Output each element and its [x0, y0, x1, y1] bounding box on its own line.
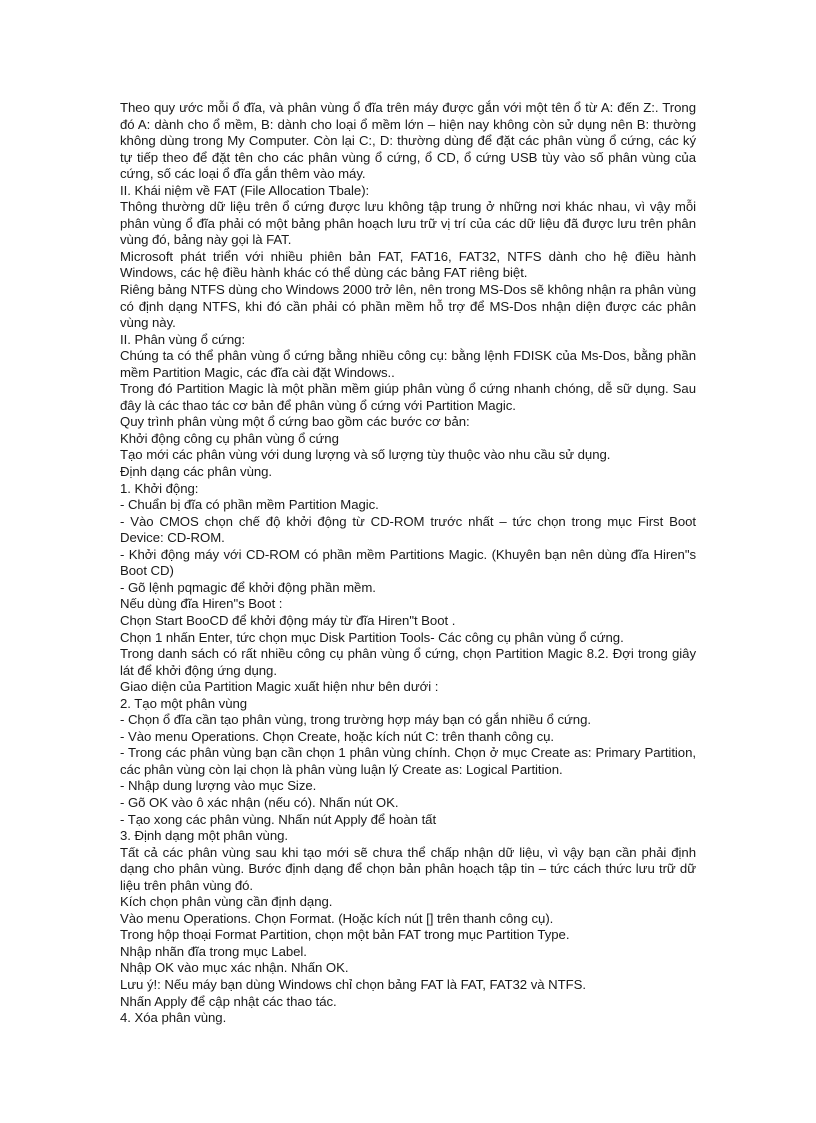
paragraph: Theo quy ước mỗi ổ đĩa, và phân vùng ổ đĩa trên máy được gắn với một tên ổ từ A: đến Z:. Trong đó A: dành cho ổ mềm, B: dành cho loại ổ mềm lớn – hiện nay không còn sử dụng nên B: thường không dùng trong My Computer. Còn lại C:, D: thường dùng để đặt các phân vùng ổ cứng, các ký tự tiếp theo để đặt tên cho các phân vùng ổ cứng, ổ CD, ổ cứng USB tùy vào số phân vùng của cứng, số các loại ổ đĩa gắn thêm vào máy. — [120, 100, 696, 182]
paragraph: Tất cả các phân vùng sau khi tạo mới sẽ chưa thể chấp nhận dữ liệu, vì vậy bạn cần phải định dạng cho phân vùng. Bước định dạng để chọn bản phân hoạch tập tin – tức cách thức lưu trữ dữ liệu trên phân vùng đó. — [120, 844, 696, 893]
section-heading: II. Phân vùng ổ cứng: — [120, 331, 246, 347]
paragraph: Khởi động công cụ phân vùng ổ cứng — [120, 430, 339, 446]
paragraph: Vào menu Operations. Chọn Format. (Hoặc kích nút [] trên thanh công cụ). — [120, 910, 554, 926]
paragraph: Chọn 1 nhấn Enter, tức chọn mục Disk Partition Tools- Các công cụ phân vùng ổ cứng. — [120, 629, 624, 645]
paragraph: Riêng bảng NTFS dùng cho Windows 2000 trở lên, nên trong MS-Dos sẽ không nhận ra phân vùng có định dạng NTFS, khi đó cần phải có phần mềm hỗ trợ để MS-Dos nhận diện được các phân vùng này. — [120, 282, 696, 331]
paragraph: Nhập OK vào mục xác nhận. Nhấn OK. — [120, 960, 349, 976]
paragraph: Chọn Start BooCD để khởi động máy từ đĩa Hiren"t Boot . — [120, 612, 456, 628]
paragraph: Trong hộp thoại Format Partition, chọn một bản FAT trong mục Partition Type. — [120, 927, 570, 943]
list-item: - Nhập dung lượng vào mục Size. — [120, 778, 317, 794]
paragraph: Thông thường dữ liệu trên ổ cứng được lưu không tập trung ở những nơi khác nhau, vì vậy mỗi phân vùng ổ đĩa phải có một bảng phân hoạch lưu trữ vị trí của các dữ liệu đã được lưu trên phân vùng đó, bảng này gọi là FAT. — [120, 199, 696, 248]
paragraph: Nếu dùng đĩa Hiren"s Boot : — [120, 596, 283, 612]
section-heading: 4. Xóa phân vùng. — [120, 1010, 227, 1026]
paragraph: Giao diện của Partition Magic xuất hiện như bên dưới : — [120, 679, 439, 695]
list-item: - Chuẩn bị đĩa có phần mềm Partition Magic. — [120, 497, 379, 513]
list-item: - Khởi động máy với CD-ROM có phần mềm Partitions Magic. (Khuyên bạn nên dùng đĩa Hiren"s Boot CD) — [120, 546, 696, 579]
section-heading: II. Khái niệm về FAT (File Allocation Tbale): — [120, 182, 370, 198]
section-heading: 3. Định dạng một phân vùng. — [120, 828, 289, 844]
list-item: - Vào menu Operations. Chọn Create, hoặc kích nút C: trên thanh công cụ. — [120, 728, 555, 744]
list-item: - Chọn ổ đĩa cần tạo phân vùng, trong trường hợp máy bạn có gắn nhiều ổ cứng. — [120, 712, 591, 728]
note: Lưu ý!: Nếu máy bạn dùng Windows chỉ chọn bảng FAT là FAT, FAT32 và NTFS. — [120, 976, 586, 992]
paragraph: Định dạng các phân vùng. — [120, 464, 273, 480]
paragraph: Trong danh sách có rất nhiều công cụ phân vùng ổ cứng, chọn Partition Magic 8.2. Đợi trong giây lát để khởi động ứng dụng. — [120, 646, 696, 678]
paragraph: Trong đó Partition Magic là một phần mềm giúp phân vùng ổ cứng nhanh chóng, dễ sữ dụng. Sau đây là các thao tác cơ bản để phân vùng ổ cứng với Partition Magic. — [120, 381, 696, 413]
section-heading: 2. Tạo một phân vùng — [120, 695, 248, 711]
paragraph: Quy trình phân vùng một ổ cứng bao gồm các bước cơ bản: — [120, 414, 470, 430]
paragraph: Kích chọn phân vùng cần định dạng. — [120, 894, 333, 910]
document-page — [120, 100, 696, 1027]
list-item: - Gõ lệnh pqmagic để khởi động phần mềm. — [120, 579, 376, 595]
list-item: - Trong các phân vùng bạn cần chọn 1 phân vùng chính. Chọn ở mục Create as: Primary Partition, các phân vùng còn lại chọn là phân vùng luận lý Create as: Logical Partition. — [120, 745, 696, 777]
list-item: - Vào CMOS chọn chế độ khởi động từ CD-ROM trước nhất – tức chọn trong mục First Boot Device: CD-ROM. — [120, 513, 696, 546]
list-item: - Tạo xong các phân vùng. Nhấn nút Apply để hoàn tất — [120, 811, 437, 827]
section-heading: 1. Khởi động: — [120, 480, 199, 496]
paragraph: Microsoft phát triển với nhiều phiên bản FAT, FAT16, FAT32, NTFS dành cho hệ điều hành Windows, các hệ điều hành khác có thể dùng các bảng FAT riêng biệt. — [120, 248, 696, 281]
paragraph: Nhấn Apply để cập nhật các thao tác. — [120, 993, 337, 1009]
paragraph: Tạo mới các phân vùng với dung lượng và số lượng tùy thuộc vào nhu cầu sử dụng. — [120, 447, 611, 463]
paragraph: Chúng ta có thể phân vùng ổ cứng bằng nhiều công cụ: bằng lệnh FDISK của Ms-Dos, bằng phần mềm Partition Magic, các đĩa cài đặt Windows.. — [120, 348, 696, 380]
list-item: - Gõ OK vào ô xác nhận (nếu có). Nhấn nút OK. — [120, 794, 399, 810]
paragraph: Nhập nhãn đĩa trong mục Label. — [120, 943, 307, 959]
